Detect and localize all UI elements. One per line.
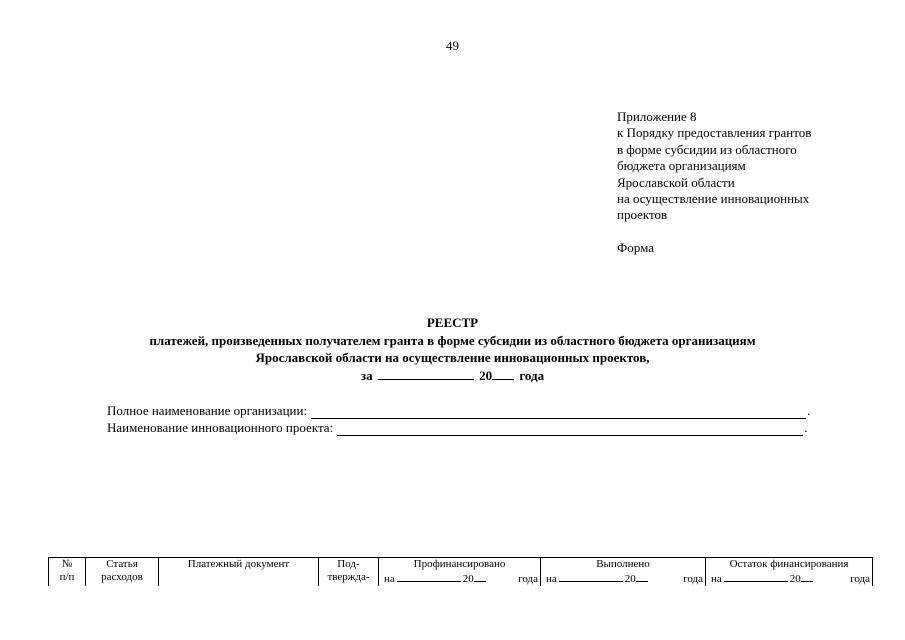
period-suffix: года [518,573,538,585]
project-name-field[interactable] [337,422,803,436]
period-date-blank[interactable] [559,571,623,582]
header-text: Статья [106,558,138,570]
header-text: расходов [101,571,143,583]
period-year: 20 [479,367,493,383]
title-line-1: платежей, произведенных получателем гранта в форме субсидии из областного бюджета организациям [149,332,756,348]
period-suffix: года [850,573,870,585]
period-date-blank[interactable] [378,367,474,380]
title-line-2: Ярославской области на осуществление инновационных проектов, [255,350,650,365]
header-cell-article [86,558,159,587]
document-title [0,314,905,384]
table-header-row [49,558,873,572]
header-cell-balance [706,558,873,572]
header-cell-confirmation [319,558,379,587]
project-name-label: Наименование инновационного проекта: [107,420,334,435]
period-year-blank[interactable] [801,571,813,582]
period-date-blank[interactable] [724,571,788,582]
header-text: Остаток финансирования [729,558,849,570]
header-text: Выполнено [596,558,650,570]
appendix-line: Ярославской области [617,174,735,190]
appendix-line: к Порядку предоставления грантов [617,125,812,141]
header-fields [107,402,810,436]
appendix-line: бюджета организациям [617,158,746,174]
form-label: Форма [617,239,654,255]
completed-period [541,571,706,586]
period-on: на [384,573,395,585]
header-cell-completed [541,558,706,572]
header-cell-number [49,558,86,587]
org-name-label: Полное наименование организации: [107,403,308,418]
period-prefix: за [360,367,373,383]
period-year: 20 [624,573,636,585]
field-end-mark: . [804,420,808,435]
period-date-blank[interactable] [397,571,461,582]
appendix-note [617,109,811,256]
period-year: 20 [789,573,801,585]
appendix-line: проектов [617,207,668,223]
header-text: № [61,558,73,570]
header-text: Профинансировано [413,558,506,570]
period-year-blank[interactable] [474,571,486,582]
period-on: на [711,573,722,585]
header-cell-payment-doc [159,558,319,587]
header-text: Платежный документ [187,558,290,570]
project-name-row [107,419,810,436]
period-year-blank[interactable] [492,367,514,380]
header-cell-financed [379,558,541,572]
org-name-row [107,402,810,419]
page-number: 49 [446,38,459,53]
period-on: на [546,573,557,585]
header-text: тверждa- [327,571,370,583]
org-name-field[interactable] [311,405,806,419]
financed-period [379,571,541,586]
balance-period [706,571,873,586]
period-suffix: года [683,573,703,585]
title-heading: РЕЕСТР [426,315,479,330]
period-year-blank[interactable] [636,571,648,582]
appendix-line: Приложение 8 [617,109,697,124]
registry-table [48,557,873,586]
appendix-line: в форме субсидии из областного [617,141,797,157]
period-year: 20 [462,573,474,585]
title-period [0,367,905,385]
appendix-line: на осуществление инновационных [617,191,810,207]
header-text: Под- [337,558,360,570]
period-suffix: года [519,367,545,383]
field-end-mark: . [807,403,811,418]
header-text: п/п [59,571,75,583]
